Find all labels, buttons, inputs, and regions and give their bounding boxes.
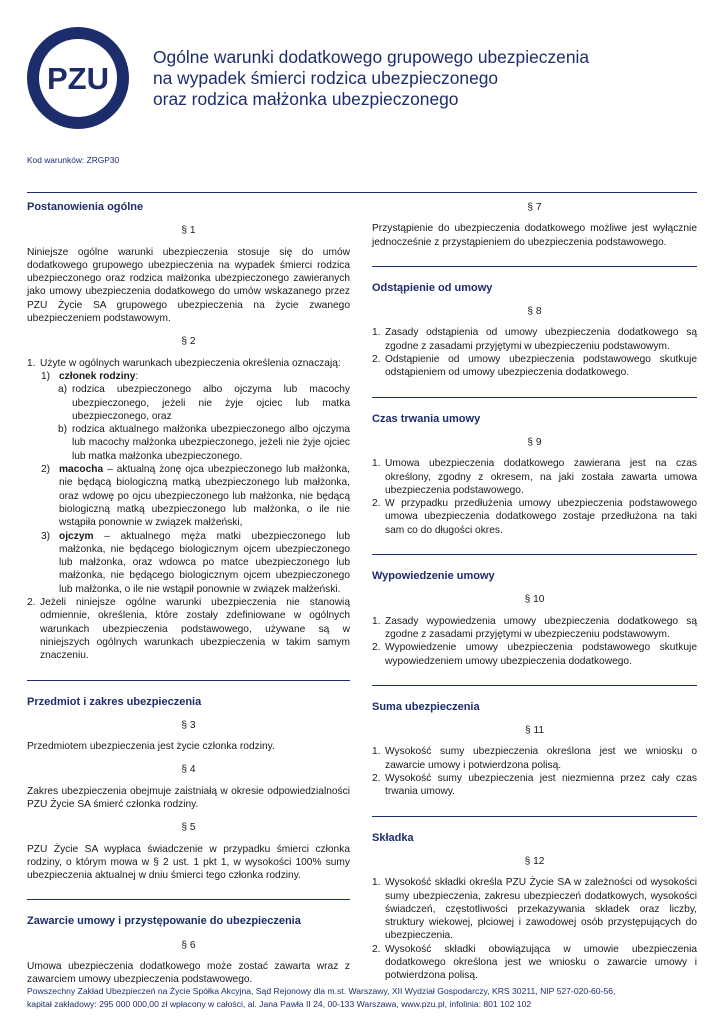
footer-line-2: kapitał zakładowy: 295 000 000,00 zł wpłacony w całości, al. Jana Pawła II 24, 00-133 Warszawa, www.pzu.pl, infolinia: 801 102 102 bbox=[27, 998, 532, 1009]
list-text: Jeżeli niniejsze ogólne warunki ubezpieczenia nie stanowią odmiennie, określenia, które zostały zdefiniowane w ogólnych warunkach ubezpieczenia podstawowego, używane są w niniejszych ogólnych warunkach ubezpieczenia w takim samym znaczeniu. bbox=[40, 597, 350, 662]
top-divider bbox=[27, 192, 697, 193]
defined-term: ojczym bbox=[59, 530, 94, 542]
list-number: 2. bbox=[27, 597, 36, 609]
definition-item bbox=[27, 370, 350, 383]
paragraph-mark: § 12 bbox=[524, 855, 545, 867]
list-number: 2. bbox=[372, 773, 381, 785]
section-heading: Czas trwania umowy bbox=[372, 412, 481, 425]
list-number: 2) bbox=[41, 464, 51, 476]
list-item bbox=[372, 876, 697, 942]
paragraph-text: PZU Życie SA wypłaca świadczenie w przypadku śmierci członka rodziny, o którym mowa w § 2 ust. 1 pkt 1, w wysokości 100% sumy ubezpieczenia aktualnej w dniu śmierci tego członka rodziny. bbox=[27, 843, 350, 882]
paragraph-mark: § 6 bbox=[181, 939, 196, 951]
list-number: 2. bbox=[372, 642, 381, 654]
left-column bbox=[27, 201, 350, 997]
list-number: 2. bbox=[372, 943, 381, 955]
list-item bbox=[372, 353, 697, 380]
list-letter: b) bbox=[58, 424, 68, 436]
paragraph-mark: § 10 bbox=[524, 594, 545, 606]
paragraph-mark: § 7 bbox=[527, 202, 542, 213]
list-item bbox=[27, 596, 350, 662]
section-heading: Odstąpienie od umowy bbox=[372, 281, 493, 294]
list-item bbox=[372, 457, 697, 497]
defined-term: macocha bbox=[59, 464, 104, 476]
list-item bbox=[372, 497, 697, 537]
right-column bbox=[372, 201, 697, 983]
paragraph-text: Zakres ubezpieczenia obejmuje zaistniałą w okresie odpowiedzialności PZU Życie SA śmierć członka rodziny. bbox=[27, 785, 350, 810]
defined-term: członek rodziny bbox=[59, 370, 136, 382]
definition-text: : bbox=[135, 370, 139, 382]
section-divider bbox=[27, 680, 350, 681]
paragraph-text: Przedmiotem ubezpieczenia jest życie członka rodziny. bbox=[27, 741, 275, 753]
definition-item bbox=[27, 530, 350, 596]
list-text: Wysokość składki obowiązująca w umowie ubezpieczenia dodatkowego określona jest we wniosku o zawarcie umowy i potwierdzona polisą. bbox=[385, 943, 697, 982]
list-item bbox=[372, 326, 697, 353]
list-letter: a) bbox=[58, 384, 68, 396]
section-divider bbox=[372, 554, 697, 555]
section-heading: Wypowiedzenie umowy bbox=[372, 570, 495, 583]
paragraph-mark: § 1 bbox=[181, 225, 196, 237]
list-text: Wysokość sumy ubezpieczenia jest niezmienna przez cały czas trwania umowy. bbox=[385, 773, 697, 798]
section-heading: Składka bbox=[372, 831, 414, 844]
document-title bbox=[153, 47, 693, 110]
list-text: Odstąpienie od umowy ubezpieczenia podstawowego skutkuje odstąpieniem od umowy ubezpieczenia dodatkowego. bbox=[385, 354, 697, 379]
list-text: Zasady odstąpienia od umowy ubezpieczenia dodatkowego są zgodne z zasadami przyjętymi w ubezpieczeniu podstawowym. bbox=[385, 327, 697, 352]
list-number: 2. bbox=[372, 354, 381, 366]
section-divider bbox=[372, 397, 697, 398]
paragraph-mark: § 3 bbox=[181, 719, 196, 731]
paragraph-mark: § 2 bbox=[181, 336, 196, 348]
definition-item bbox=[27, 463, 350, 529]
list-number: 1. bbox=[372, 746, 381, 758]
list-text: Wysokość sumy ubezpieczenia określona jest we wniosku o zawarcie umowy i potwierdzona polisą. bbox=[385, 746, 697, 771]
section-divider bbox=[372, 266, 697, 267]
title-line-1: Ogólne warunki dodatkowego grupowego ubezpieczenia bbox=[153, 47, 590, 67]
section-heading: Przedmiot i zakres ubezpieczenia bbox=[27, 695, 202, 708]
list-number: 1. bbox=[372, 458, 381, 470]
list-item bbox=[372, 641, 697, 668]
list-number: 1) bbox=[41, 370, 51, 382]
section-divider bbox=[27, 899, 350, 900]
title-line-2: na wypadek śmierci rodzica ubezpieczonego bbox=[153, 68, 499, 88]
definition-text: – aktualną żonę ojca ubezpieczonego lub małżonka, nie będącą biologiczną matką ubezpieczonego lub małżonka, oraz wdowę po ojcu ubezpieczonego lub małżonka, nie będącą biologiczną matką ubezpieczonego lub małżonka, o ile nie wstąpiła ponownie w związek małżeński, bbox=[59, 464, 350, 529]
paragraph-mark: § 11 bbox=[524, 725, 545, 737]
section-heading: Zawarcie umowy i przystępowanie do ubezpieczenia bbox=[27, 915, 301, 928]
list-text: W przypadku przedłużenia umowy ubezpieczenia podstawowego umowa ubezpieczenia dodatkowego zostaje przedłużona na taki sam co do długości okres. bbox=[385, 498, 697, 536]
sub-item bbox=[27, 383, 350, 423]
list-text: Umowa ubezpieczenia dodatkowego zawierana jest na czas określony, zgodny z okresem, na jaki została zawarta umowa ubezpieczenia podstawowego. bbox=[385, 458, 697, 496]
company-footer bbox=[27, 985, 717, 1010]
list-item bbox=[372, 943, 697, 983]
paragraph-mark: § 4 bbox=[181, 764, 196, 776]
pzu-logo bbox=[27, 27, 129, 129]
paragraph-text: Przystąpienie do ubezpieczenia dodatkowego możliwe jest wyłącznie jednocześnie z przystąpieniem do ubezpieczenia podstawowego. bbox=[372, 223, 697, 248]
paragraph-mark: § 5 bbox=[181, 822, 196, 834]
paragraph-text: Niniejsze ogólne warunki ubezpieczenia stosuje się do umów dodatkowego grupowego ubezpieczenia na wypadek śmierci rodzica ubezpieczonego oraz rodzica małżonka ubezpieczonego zawieranych jako umowy ubezpieczenia dodatkowego do umów wskazanego przez PZU Życie SA grupowego ubezpieczenia na życie zwanego ubezpieczeniem podstawowym. bbox=[27, 246, 350, 325]
list-text: Zasady wypowiedzenia umowy ubezpieczenia dodatkowego są zgodne z zasadami przyjętymi w ubezpieczeniu podstawowym. bbox=[385, 615, 697, 640]
footer-line-1: Powszechny Zakład Ubezpieczeń na Życie Spółka Akcyjna, Sąd Rejonowy dla m.st. Warszawy, XII Wydział Gospodarczy, KRS 30211, NIP 527-020-60-56, bbox=[27, 986, 616, 996]
paragraph-text: Umowa ubezpieczenia dodatkowego może zostać zawarta wraz z zawarciem umowy ubezpieczenia podstawowego. bbox=[27, 961, 350, 986]
list-number: 1. bbox=[27, 357, 36, 369]
paragraph-mark: § 8 bbox=[527, 306, 542, 318]
section-divider bbox=[372, 685, 697, 686]
list-text: Wypowiedzenie umowy ubezpieczenia podstawowego skutkuje wypowiedzeniem umowy ubezpieczenia dodatkowego. bbox=[385, 642, 697, 667]
terms-code: Kod warunków: ZRGP30 bbox=[27, 155, 120, 165]
logo-text: PZU bbox=[47, 61, 109, 96]
list-number: 1. bbox=[372, 877, 381, 889]
definition-text: – aktualnego męża matki ubezpieczonego lub małżonka, nie będącego biologicznym ojcem ubezpieczonego lub małżonka, oraz wdowca po matce ubezpieczonego lub małżonka, nie będącego biologicznym ojcem ubezpieczonego lub małżonka, o ile nie wstąpił ponownie w związek małżeński. bbox=[59, 530, 350, 595]
list-text: rodzica ubezpieczonego albo ojczyma lub macochy ubezpieczonego, jeżeli nie żyje ojciec lub matka ubezpieczonego, oraz bbox=[72, 384, 350, 422]
section-heading: Suma ubezpieczenia bbox=[372, 700, 480, 713]
paragraph-mark: § 9 bbox=[527, 436, 542, 448]
list-number: 3) bbox=[41, 530, 51, 542]
list-text: Użyte w ogólnych warunkach ubezpieczenia określenia oznaczają: bbox=[40, 357, 341, 369]
list-number: 2. bbox=[372, 498, 381, 510]
list-item bbox=[372, 615, 697, 642]
list-number: 1. bbox=[372, 615, 381, 627]
list-item bbox=[372, 772, 697, 799]
list-text: rodzica aktualnego małżonka ubezpieczonego albo ojczyma lub macochy małżonka ubezpieczonego, jeżeli nie żyje ojciec lub matka małżonka ubezpieczonego. bbox=[72, 424, 350, 462]
list-number: 1. bbox=[372, 327, 381, 339]
list-item bbox=[372, 745, 697, 772]
list-item bbox=[27, 357, 350, 370]
sub-item bbox=[27, 423, 350, 463]
section-heading: Postanowienia ogólne bbox=[27, 201, 144, 213]
section-divider bbox=[372, 816, 697, 817]
list-text: Wysokość składki określa PZU Życie SA w zależności od wysokości sumy ubezpieczenia, zakresu ubezpieczeń dodatkowych, wysokości świadczeń, częstotliwości przekazywania składek oraz liczby, struktury wiekowej, płciowej i zawodowej osób przystępujących do ubezpieczenia. bbox=[385, 877, 697, 942]
title-line-3: oraz rodzica małżonka ubezpieczonego bbox=[153, 89, 459, 109]
